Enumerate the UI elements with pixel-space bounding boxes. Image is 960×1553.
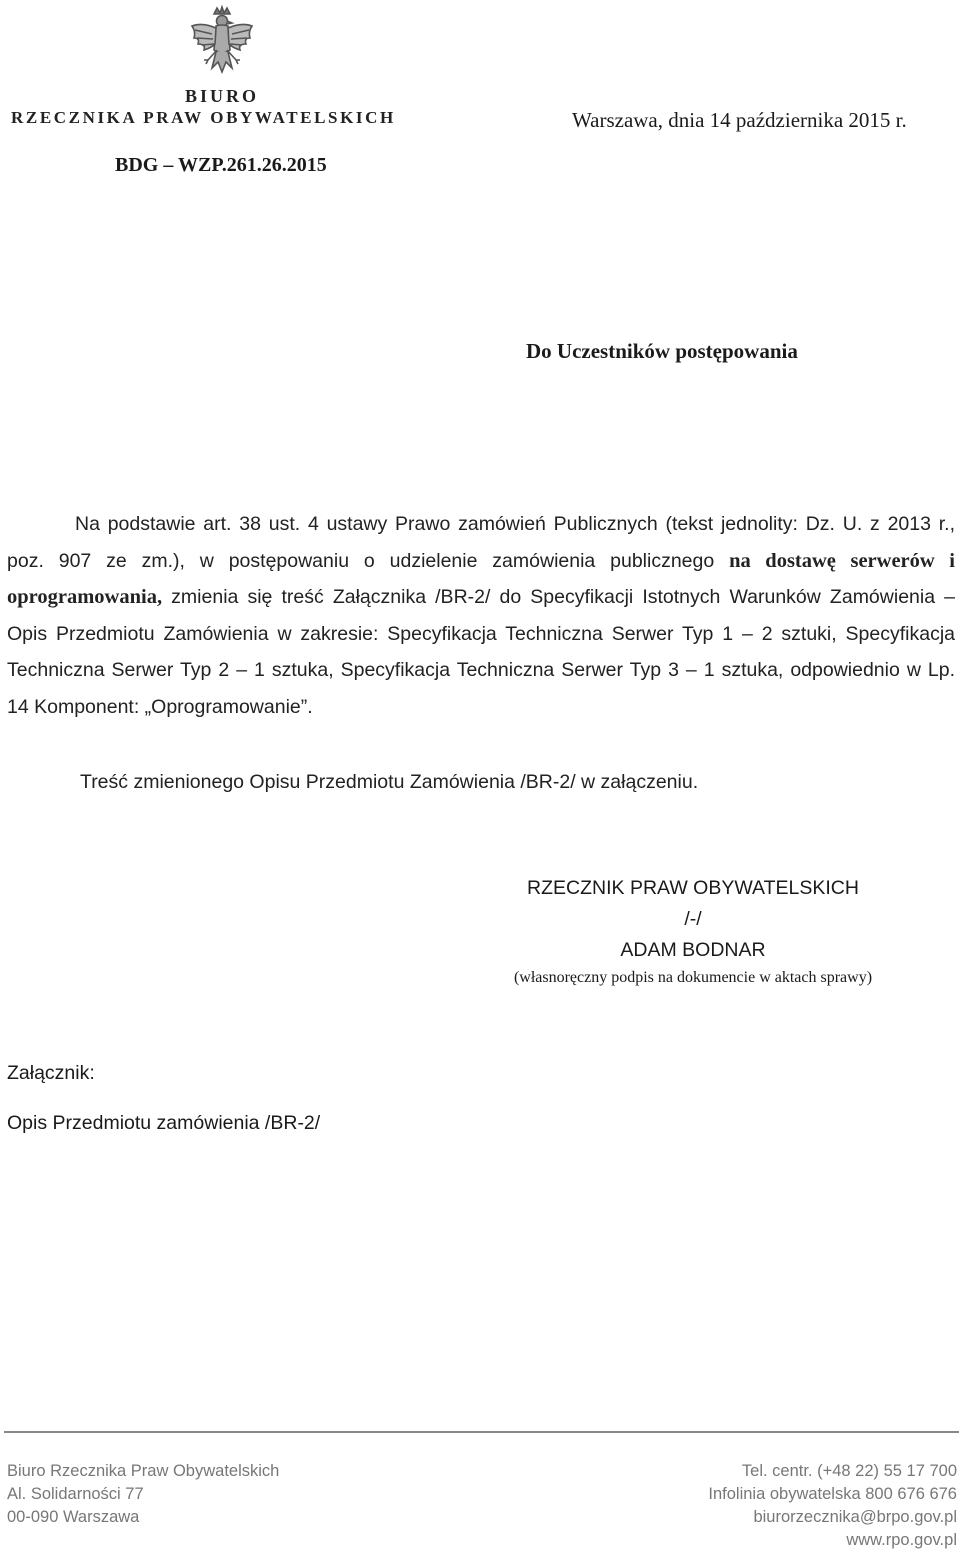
attachment-item: Opis Przedmiotu zamówienia /BR-2/: [7, 1112, 321, 1134]
signature-note: (własnoręczny podpis na dokumencie w aktach sprawy): [513, 969, 873, 986]
polish-eagle-emblem-icon: [186, 4, 258, 80]
signatory-name: ADAM BODNAR: [620, 939, 766, 961]
footer-street: Al. Solidarności 77: [7, 1485, 144, 1503]
signatory-title: RZECZNIK PRAW OBYWATELSKICH: [527, 877, 859, 899]
body-text-part1: Na podstawie art. 38 ust. 4 ustawy Prawo zamówień Publicznych (tekst jednolity: Dz. U. z 2013 r., poz. 907 ze zm.), w postępowaniu o udzielenie zamówienia publicznego: [7, 513, 955, 572]
footer-website-link[interactable]: www.rpo.gov.pl: [846, 1531, 957, 1549]
addressee: Do Uczestników postępowania: [526, 339, 798, 363]
office-name-line2: RZECZNIKA PRAW OBYWATELSKICH: [11, 108, 396, 127]
signature-mark: /-/: [684, 908, 702, 930]
office-name-line1: BIURO: [184, 86, 259, 106]
footer-contact: [708, 1460, 957, 1552]
footer-office-name: Biuro Rzecznika Praw Obywatelskich: [7, 1462, 280, 1480]
footer-phone: Tel. centr. (+48 22) 55 17 700: [741, 1462, 957, 1480]
footer-hotline: Infolinia obywatelska 800 676 676: [708, 1485, 957, 1503]
attachment-note: Treść zmienionego Opisu Przedmiotu Zamówienia /BR-2/ w załączeniu.: [80, 771, 699, 793]
body-text-bold: na dostawę serwerów i oprogramowania,: [7, 549, 955, 609]
document-date: Warszawa, dnia 14 października 2015 r.: [572, 108, 907, 132]
footer-city: 00-090 Warszawa: [7, 1508, 140, 1526]
footer-email-link[interactable]: biurorzecznika@brpo.gov.pl: [753, 1508, 957, 1526]
reference-number: BDG – WZP.261.26.2015: [115, 154, 327, 176]
body-paragraph: [7, 506, 955, 726]
attachment-label: Załącznik:: [7, 1062, 95, 1084]
body-text-part2: zmienia się treść Załącznika /BR-2/ do Specyfikacji Istotnych Warunków Zamówienia – Opis Przedmiotu Zamówienia w zakresie: Specyfikacja Techniczna Serwer Typ 1 – 2 sztuki, Specyfikacja Techniczna Serwer Typ 2 – 1 sztuka, Specyfikacja Techniczna Serwer Typ 3 – 1 sztuka, odpowiednio w Lp. 14 Komponent: „Oprogramowanie”.: [7, 586, 955, 718]
footer-address: [7, 1460, 279, 1529]
signature-block: [430, 873, 956, 990]
footer-divider: [4, 1431, 959, 1433]
